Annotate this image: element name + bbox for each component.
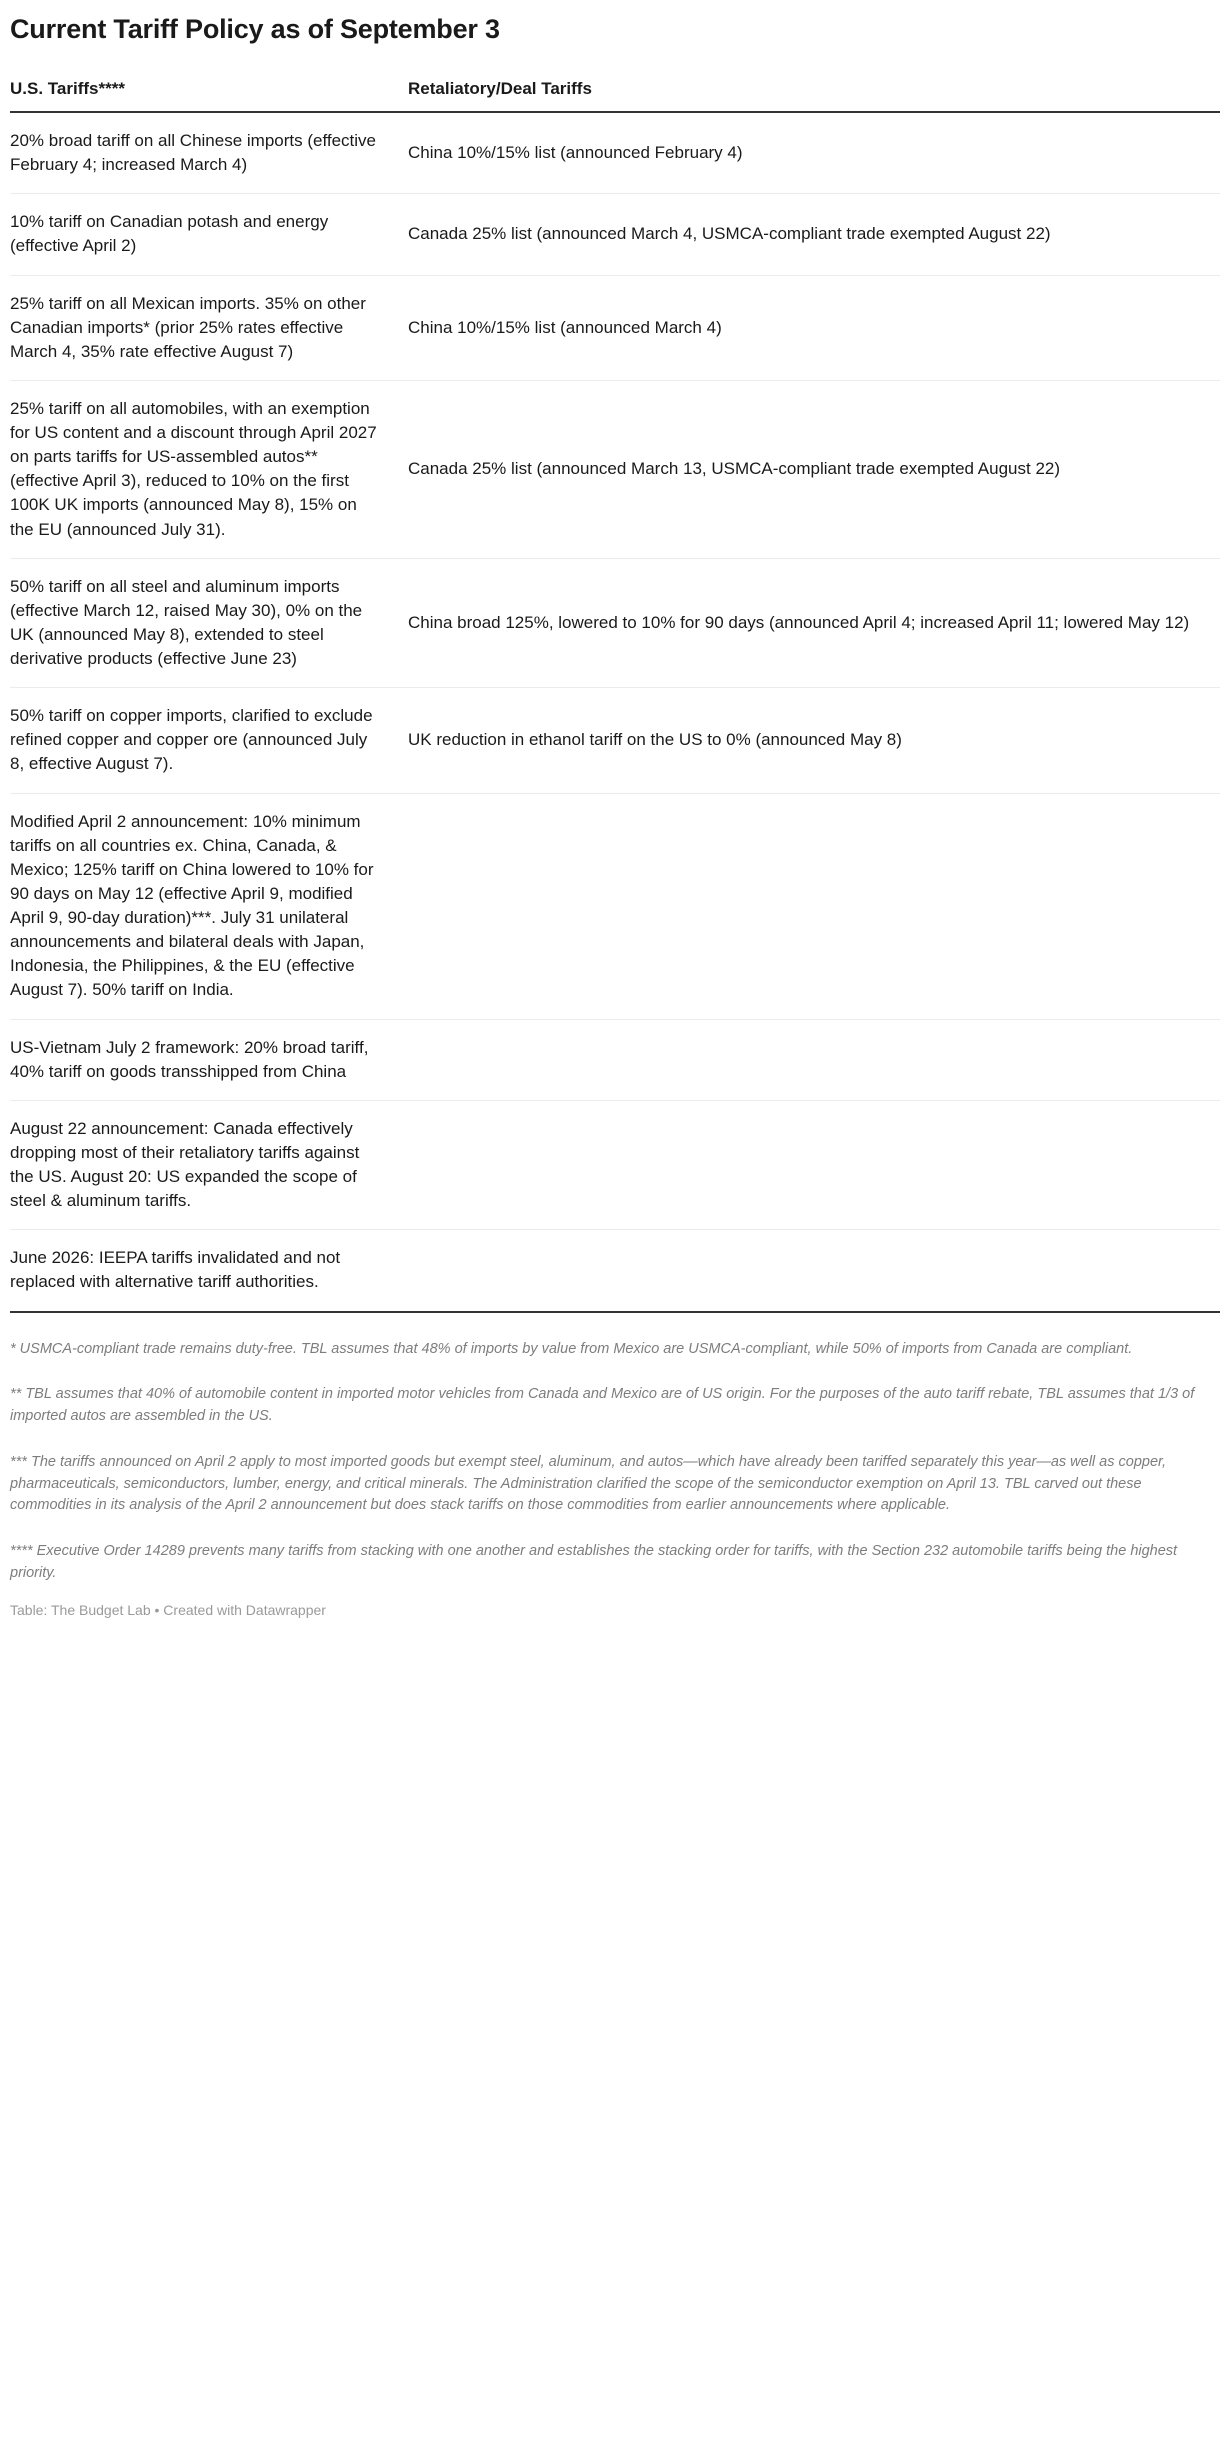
footnote-quadruple-asterisk: **** Executive Order 14289 prevents many tariffs from stacking with one another and establishes the stacking order for tariffs, with the Section 232 automobile tariffs being the highest priority. <box>10 1543 1178 1581</box>
cell-retaliatory-tariff: China 10%/15% list (announced February 4) <box>408 112 1220 194</box>
table-row <box>10 1230 1220 1312</box>
source-credit: Table: The Budget Lab • Created with Datawrapper <box>10 1601 326 1618</box>
cell-us-tariff: 10% tariff on Canadian potash and energy (effective April 2) <box>10 194 408 275</box>
footnote-single-asterisk: * USMCA-compliant trade remains duty-free. TBL assumes that 48% of imports by value from Mexico are USMCA-compliant, while 50% of imports from Canada are compliant. <box>10 1340 1133 1357</box>
cell-retaliatory-tariff: Canada 25% list (announced March 4, USMCA-compliant trade exempted August 22) <box>408 194 1220 275</box>
cell-us-tariff: August 22 announcement: Canada effectively dropping most of their retaliatory tariffs against the US. August 20: US expanded the scope of steel & aluminum tariffs. <box>10 1100 408 1230</box>
cell-us-tariff: 50% tariff on all steel and aluminum imports (effective March 12, raised May 30), 0% on the UK (announced May 8), extended to steel derivative products (effective June 23) <box>10 558 408 688</box>
cell-retaliatory-tariff <box>408 1230 1220 1312</box>
footnote-double-asterisk: ** TBL assumes that 40% of automobile content in imported motor vehicles from Canada and Mexico are of US origin. For the purposes of the auto tariff rebate, TBL assumes that 1/3 of imported autos are assembled in the US. <box>10 1386 1195 1425</box>
tariff-table <box>10 79 1220 1313</box>
column-header-us-tariffs: U.S. Tariffs**** <box>10 79 408 112</box>
column-header-retaliatory-tariffs: Retaliatory/Deal Tariffs <box>408 79 1220 112</box>
table-header <box>10 79 1220 112</box>
cell-us-tariff: Modified April 2 announcement: 10% minimum tariffs on all countries ex. China, Canada, & Mexico; 125% tariff on China lowered to 10% for 90 days on May 12 (effective April 9, modified April 9, 90-day duration)***. July 31 unilateral announcements and bilateral deals with Japan, Indonesia, the Philippines, & the EU (effective August 7). 50% tariff on India. <box>10 793 408 1019</box>
table-row <box>10 194 1220 275</box>
cell-retaliatory-tariff <box>408 1100 1220 1230</box>
cell-retaliatory-tariff: UK reduction in ethanol tariff on the US to 0% (announced May 8) <box>408 688 1220 793</box>
footnotes <box>10 1313 1210 1621</box>
cell-retaliatory-tariff <box>408 1019 1220 1100</box>
table-body <box>10 112 1220 1312</box>
table-row <box>10 1100 1220 1230</box>
cell-us-tariff: June 2026: IEEPA tariffs invalidated and not replaced with alternative tariff authorities. <box>10 1230 408 1312</box>
cell-us-tariff: US-Vietnam July 2 framework: 20% broad tariff, 40% tariff on goods transshipped from China <box>10 1019 408 1100</box>
cell-retaliatory-tariff: Canada 25% list (announced March 13, USMCA-compliant trade exempted August 22) <box>408 380 1220 558</box>
cell-retaliatory-tariff: China 10%/15% list (announced March 4) <box>408 275 1220 380</box>
table-row <box>10 688 1220 793</box>
table-row <box>10 1019 1220 1100</box>
table-row <box>10 112 1220 194</box>
table-row <box>10 558 1220 688</box>
table-row <box>10 275 1220 380</box>
table-row <box>10 793 1220 1019</box>
cell-retaliatory-tariff: China broad 125%, lowered to 10% for 90 days (announced April 4; increased April 11; lowered May 12) <box>408 558 1220 688</box>
cell-retaliatory-tariff <box>408 793 1220 1019</box>
table-row <box>10 380 1220 558</box>
cell-us-tariff: 25% tariff on all Mexican imports. 35% on other Canadian imports* (prior 25% rates effective March 4, 35% rate effective August 7) <box>10 275 408 380</box>
footnote-triple-asterisk: *** The tariffs announced on April 2 apply to most imported goods but exempt steel, aluminum, and autos—which have already been tariffed separately this year—as well as copper, pharmaceuticals, semiconductors, lumber, energy, and critical minerals. The Administration clarified the scope of the semiconductor exemption on April 13. TBL carved out these commodities in its analysis of the April 2 announcement but does stack tariffs on those commodities from earlier announcements where applicable. <box>10 1453 1167 1514</box>
cell-us-tariff: 50% tariff on copper imports, clarified to exclude refined copper and copper ore (announced July 8, effective August 7). <box>10 688 408 793</box>
cell-us-tariff: 20% broad tariff on all Chinese imports (effective February 4; increased March 4) <box>10 112 408 194</box>
table-header-row <box>10 79 1220 112</box>
page-title: Current Tariff Policy as of September 3 <box>10 14 500 44</box>
cell-us-tariff: 25% tariff on all automobiles, with an exemption for US content and a discount through April 2027 on parts tariffs for US-assembled autos** (effective April 3), reduced to 10% on the first 100K UK imports (announced May 8), 15% on the EU (announced July 31). <box>10 380 408 558</box>
